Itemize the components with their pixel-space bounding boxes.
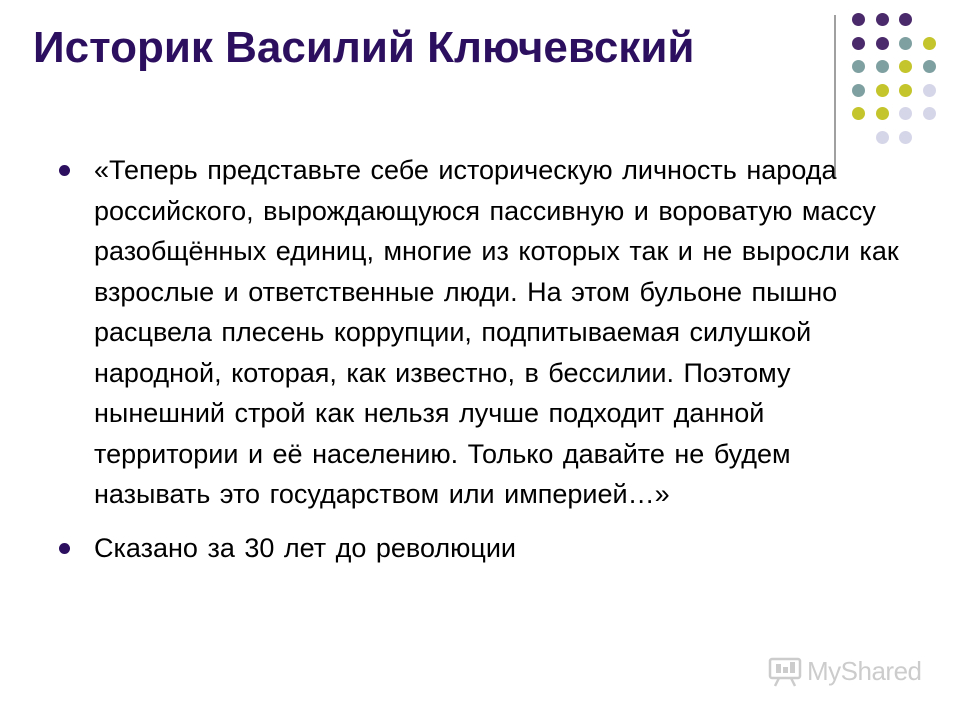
bullet-item-note [58,528,908,569]
decorative-dot [923,84,936,97]
decorative-dot [899,107,912,120]
decorative-dot-grid [852,13,948,153]
decorative-dot [876,84,889,97]
bullet-dot-icon [59,165,70,176]
decorative-dot [899,37,912,50]
decorative-dot [852,37,865,50]
presentation-board-icon [768,657,802,687]
decorative-dot [876,60,889,73]
decorative-dot [899,13,912,26]
decorative-dot [852,84,865,97]
quote-text: «Теперь представьте себе историческую личность народа российского, вырождающуюся пассивную и вороватую массу разобщённых единиц, многие из которых так и не выросли как взрослые и ответственные люди. На этом бульоне пышно расцвела плесень коррупции, подпитываемая силушкой народной, которая, как известно, в бессилии. Поэтому нынешний строй как нельзя лучше подходит данной территории и её населению. Только давайте не будем называть это государством или империей…» [94,155,899,509]
decorative-dot [876,13,889,26]
watermark-text: MyShared [807,656,922,686]
bullet-item-quote [58,150,908,515]
decorative-dot [899,84,912,97]
decorative-dot [923,60,936,73]
watermark [768,656,922,687]
decorative-dot [852,13,865,26]
decorative-dot [876,107,889,120]
decorative-dot [852,60,865,73]
note-text: Сказано за 30 лет до революции [94,532,517,563]
decorative-dot [899,131,912,144]
decorative-dot [923,37,936,50]
decorative-dot [876,131,889,144]
decorative-dot [923,107,936,120]
decorative-dot [852,107,865,120]
decorative-dot [899,60,912,73]
bullet-list [58,150,908,568]
slide-title: Историк Василий Ключевский [33,23,695,72]
bullet-dot-icon [59,543,70,554]
decorative-dot [876,37,889,50]
